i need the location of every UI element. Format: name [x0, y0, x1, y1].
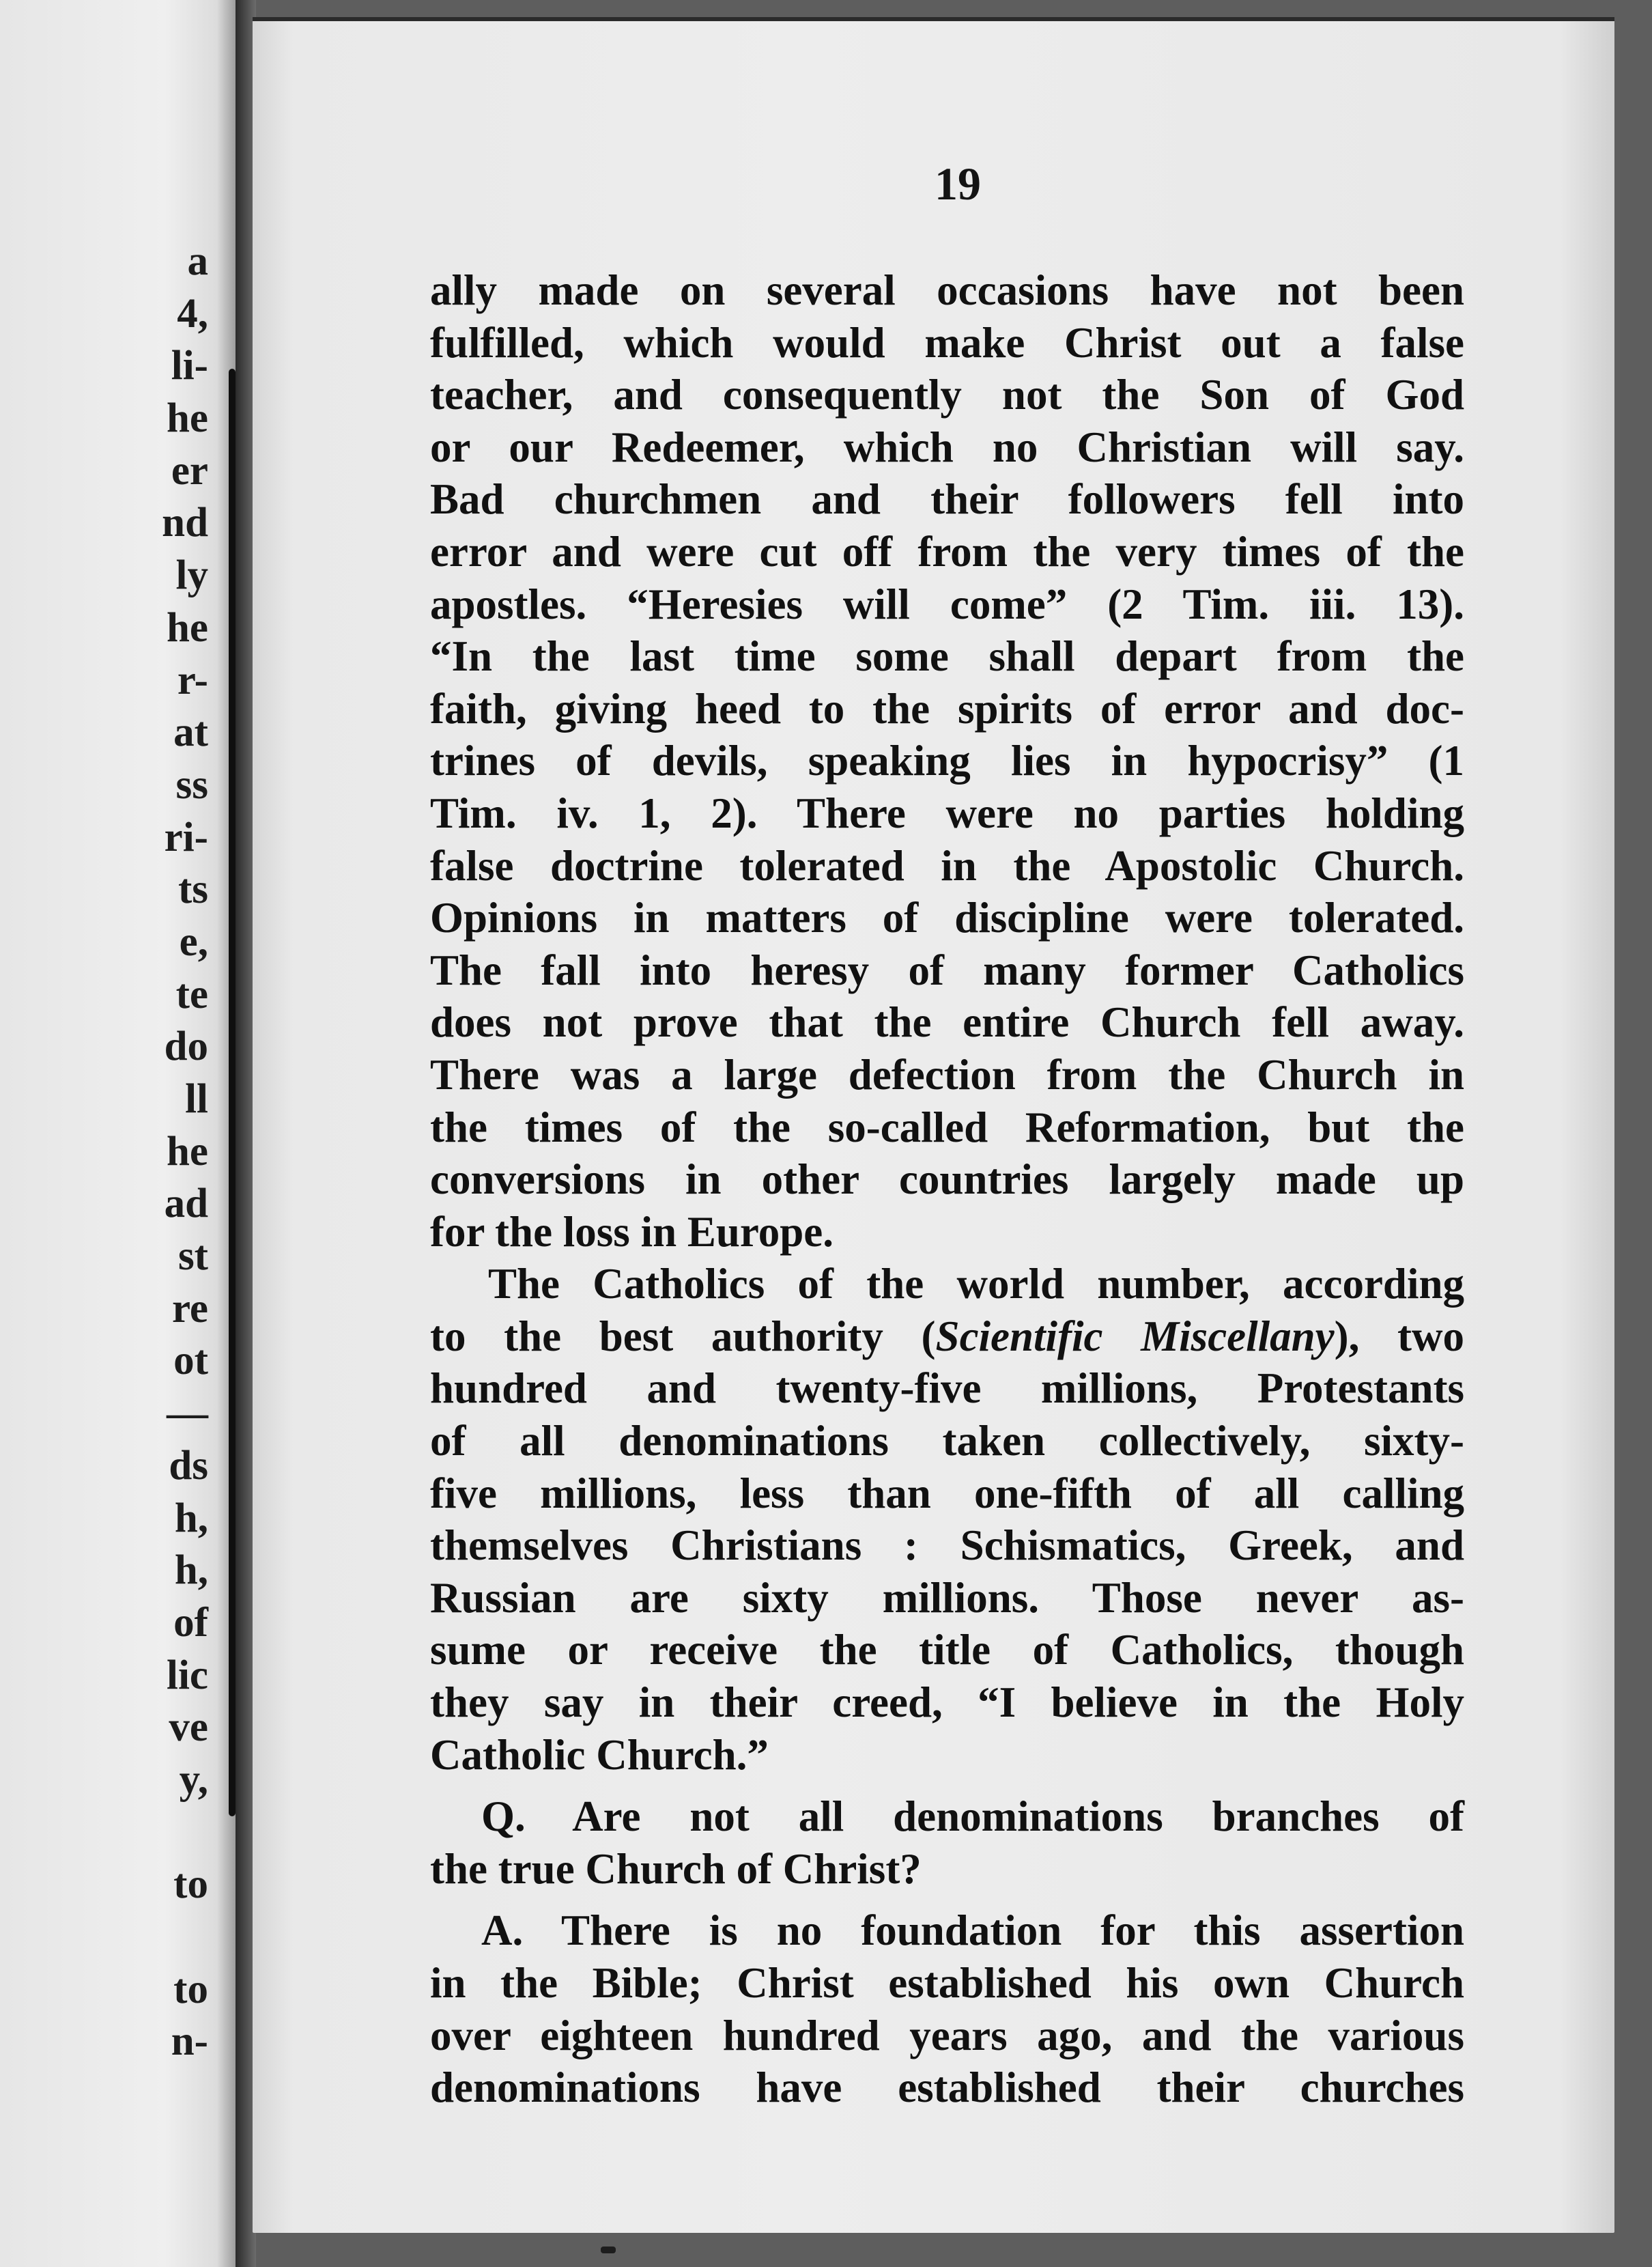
text-line: error and were cut off from the very times of the — [430, 527, 1464, 576]
answer-line: A. There is no foundation for this assertion — [481, 1906, 1464, 1955]
text-line: or our Redeemer, which no Christian will say. — [430, 423, 1464, 471]
text-line: of all denominations taken collectively, sixty- — [430, 1417, 1464, 1465]
binding-thread — [229, 369, 236, 1816]
text-line: apostles. “Heresies will come” (2 Tim. iii. 13). — [430, 580, 1464, 628]
left-page-fragment: ds — [169, 1442, 208, 1489]
text-line: “In the last time some shall depart from the — [430, 632, 1464, 681]
text-line: teacher, and consequently not the Son of God — [430, 371, 1464, 419]
italic-citation: Scientific Miscellany — [935, 1312, 1335, 1360]
left-page-fragment: ss — [175, 761, 208, 808]
left-page-fragment: ve — [169, 1704, 208, 1751]
text-line: they say in their creed, “I believe in the Holy — [430, 1678, 1464, 1727]
left-page-fragment — [162, 1911, 208, 1964]
left-page-fragment: he — [167, 1128, 208, 1174]
left-page-fragment: nd — [162, 500, 208, 546]
answer-line: denominations have established their churches — [430, 2064, 1464, 2112]
text-run: ), two — [1334, 1312, 1464, 1360]
text-line: Opinions in matters of discipline were tolerated. — [430, 894, 1464, 942]
left-page-fragment: te — [175, 971, 208, 1017]
left-page-fragment: a — [187, 238, 208, 284]
left-page-fragment: ll — [185, 1076, 208, 1122]
left-page-fragment: he — [167, 604, 208, 651]
left-page-fragment: ts — [177, 867, 208, 913]
paragraph-start-line: The Catholics of the world number, according — [488, 1260, 1464, 1308]
text-line: fulfilled, which would make Christ out a false — [430, 318, 1464, 367]
text-line: does not prove that the entire Church fell away. — [430, 998, 1464, 1047]
text-line: The fall into heresy of many former Catholics — [430, 946, 1464, 994]
left-page-fragment: e, — [179, 918, 208, 965]
text-line: hundred and twenty-five millions, Protestants — [430, 1364, 1464, 1413]
left-page-fragment: h, — [174, 1495, 208, 1541]
text-line-with-citation — [430, 1310, 1464, 1363]
left-page-fragment: lic — [167, 1652, 208, 1698]
left-page-fragment: y, — [179, 1756, 208, 1803]
left-page-fragment: er — [171, 447, 208, 494]
text-line: the times of the so-called Reformation, but the — [430, 1103, 1464, 1151]
text-line: five millions, less than one-fifth of all calling — [430, 1469, 1464, 1517]
text-line: false doctrine tolerated in the Apostolic Church. — [430, 841, 1464, 890]
left-page-fragment: li- — [171, 343, 208, 389]
text-line: Bad churchmen and their followers fell into — [430, 475, 1464, 524]
left-page-fragment: do — [164, 1024, 208, 1070]
text-line: Catholic Church.” — [430, 1730, 769, 1779]
left-page-fragment: ad — [164, 1181, 208, 1227]
left-page-fragment — [162, 1807, 208, 1859]
left-page-fragment: n- — [171, 2018, 208, 2065]
text-run: to the best authority ( — [430, 1312, 936, 1360]
left-page-fragment: at — [173, 709, 208, 756]
text-line: trines of devils, speaking lies in hypocrisy” (1 — [430, 737, 1464, 785]
question-line: the true Church of Christ? — [430, 1844, 922, 1893]
page-number: 19 — [935, 158, 981, 210]
left-page-fragment: h, — [174, 1547, 208, 1594]
left-page-fragment: 4, — [177, 290, 208, 337]
left-page-fragment: of — [173, 1599, 208, 1646]
text-line: conversions in other countries largely made up — [430, 1155, 1464, 1204]
text-line: There was a large defection from the Church in — [430, 1050, 1464, 1099]
left-page-fragment: ot — [173, 1338, 208, 1384]
left-facing-page — [0, 0, 236, 2267]
answer-line: in the Bible; Christ established his own Church — [430, 1959, 1464, 2007]
text-line: Tim. iv. 1, 2). There were no parties holding — [430, 789, 1464, 837]
page-body-text — [430, 264, 1464, 2114]
text-line: sume or receive the title of Catholics, though — [430, 1626, 1464, 1674]
left-page-fragment: ri- — [164, 814, 208, 860]
left-page-fragment: r- — [177, 657, 208, 703]
text-line: Russian are sixty millions. Those never as- — [430, 1573, 1464, 1622]
text-line: faith, giving heed to the spirits of error and doc- — [430, 684, 1464, 733]
left-page-fragment: ly — [175, 552, 208, 599]
left-page-fragment: he — [167, 395, 208, 442]
left-page-fragment: to — [173, 1861, 208, 1908]
text-line: ally made on several occasions have not been — [430, 266, 1464, 314]
left-page-fragments — [162, 236, 208, 2068]
ink-speck — [601, 2247, 616, 2253]
text-line: for the loss in Europe. — [430, 1207, 834, 1256]
text-line: themselves Christians : Schismatics, Greek, and — [430, 1521, 1464, 1570]
left-page-fragment: st — [177, 1233, 208, 1280]
left-page-fragment: re — [171, 1285, 208, 1332]
left-page-fragment: to — [173, 1966, 208, 2012]
page-top-edge — [253, 17, 1614, 21]
left-page-fragment: — — [167, 1390, 208, 1437]
answer-line: over eighteen hundred years ago, and the various — [430, 2011, 1464, 2059]
question-line: Q. Are not all denominations branches of — [481, 1792, 1464, 1841]
